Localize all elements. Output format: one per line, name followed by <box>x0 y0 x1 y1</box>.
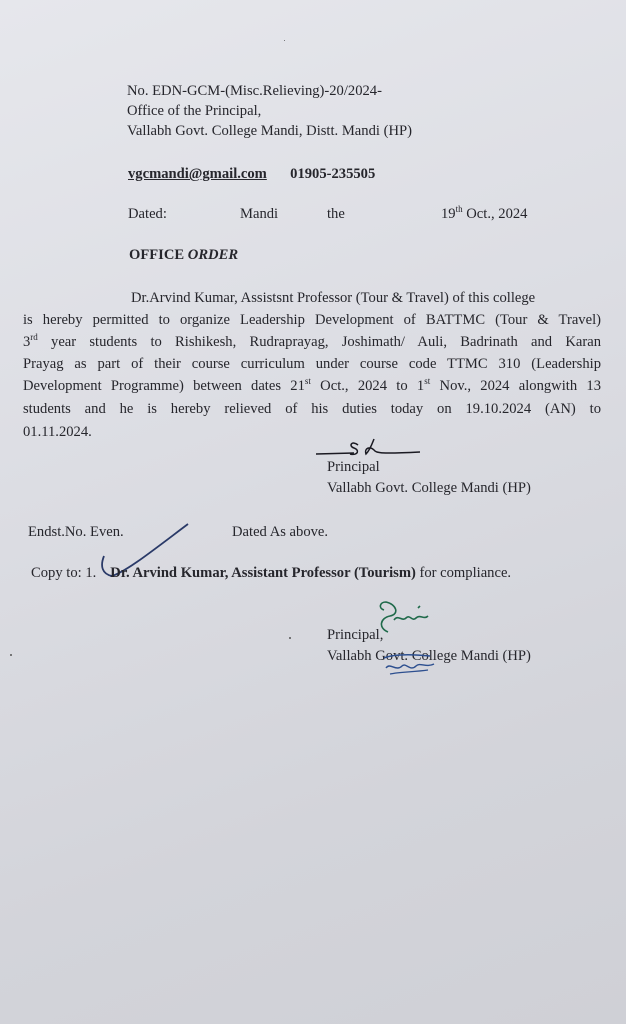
copy-to-label: Copy to: 1. <box>31 565 97 581</box>
contact-line <box>128 165 375 183</box>
dated-the: the <box>327 206 345 222</box>
body-line-4: Prayag as part of their course curriculum under course code TTMC 310 (Leadership <box>23 356 601 372</box>
paper-speck <box>10 654 12 656</box>
phone-number: 01905-235505 <box>290 166 376 182</box>
body-line-5 <box>23 377 601 395</box>
copy-to-recipient: Dr. Arvind Kumar, Assistant Professor (Tourism) <box>110 565 416 581</box>
dated-day: 19 <box>441 206 456 222</box>
body-line-5-sup2: st <box>424 376 431 387</box>
signature1-college: Vallabh Govt. College Mandi (HP) <box>327 480 531 496</box>
signature1-title: Principal <box>327 459 380 475</box>
office-order-title-part2: ORDER <box>187 247 239 263</box>
endorsement-number: Endst.No. Even. <box>28 524 124 540</box>
body-line-3-num: 3 <box>23 334 31 350</box>
office-order-title <box>129 246 238 264</box>
signature2-title: Principal, <box>327 627 384 643</box>
body-line-5-sup1: st <box>304 376 311 387</box>
reference-number: No. EDN-GCM-(Misc.Relieving)-20/2024- <box>127 83 382 99</box>
endorsement-dated: Dated As above. <box>232 524 329 540</box>
body-line-3-suffix: rd <box>30 332 38 343</box>
sd-signature-mark <box>314 436 424 460</box>
office-order-title-part1: OFFICE <box>129 247 188 263</box>
body-line-5-a: Development Programme) between dates 21 <box>23 378 305 394</box>
body-line-3 <box>23 333 601 351</box>
dated-place: Mandi <box>240 206 279 222</box>
dated-label: Dated: <box>128 206 167 222</box>
dated-day-suffix: th <box>455 204 463 215</box>
email-address: vgcmandi@gmail.com <box>128 166 267 182</box>
copy-to-line <box>31 564 511 582</box>
signature2-college-a: Vallabh <box>327 648 376 664</box>
body-line-6: students and he is hereby relieved of his duties today on 19.10.2024 (AN) to <box>23 401 601 417</box>
paper-speck <box>284 40 285 41</box>
body-line-3-rest: year students to Rishikesh, Rudraprayag, Joshimath/ Auli, Badrinath and Karan <box>37 334 601 350</box>
college-address: Vallabh Govt. College Mandi, Distt. Mandi (HP) <box>127 123 412 139</box>
office-name: Office of the Principal, <box>127 103 262 119</box>
paper-speck <box>289 637 291 639</box>
body-line-7: 01.11.2024. <box>23 424 92 440</box>
body-line-5-b: Oct., 2024 to 1 <box>310 378 425 394</box>
body-line-1: Dr.Arvind Kumar, Assistsnt Professor (Tour & Travel) of this college <box>131 290 536 306</box>
blue-scribble-mark <box>380 646 440 678</box>
dated-date <box>441 205 527 223</box>
dated-month-year: Oct., 2024 <box>462 206 528 222</box>
copy-to-purpose: for compliance. <box>415 565 512 581</box>
body-line-5-c: Nov., 2024 alongwith 13 <box>430 378 601 394</box>
signature2-college-b: Govt. <box>375 648 409 664</box>
signature2-college-c: College Mandi (HP) <box>408 648 531 664</box>
body-line-2: is hereby permitted to organize Leadership Development of BATTMC (Tour & Travel) <box>23 312 601 328</box>
